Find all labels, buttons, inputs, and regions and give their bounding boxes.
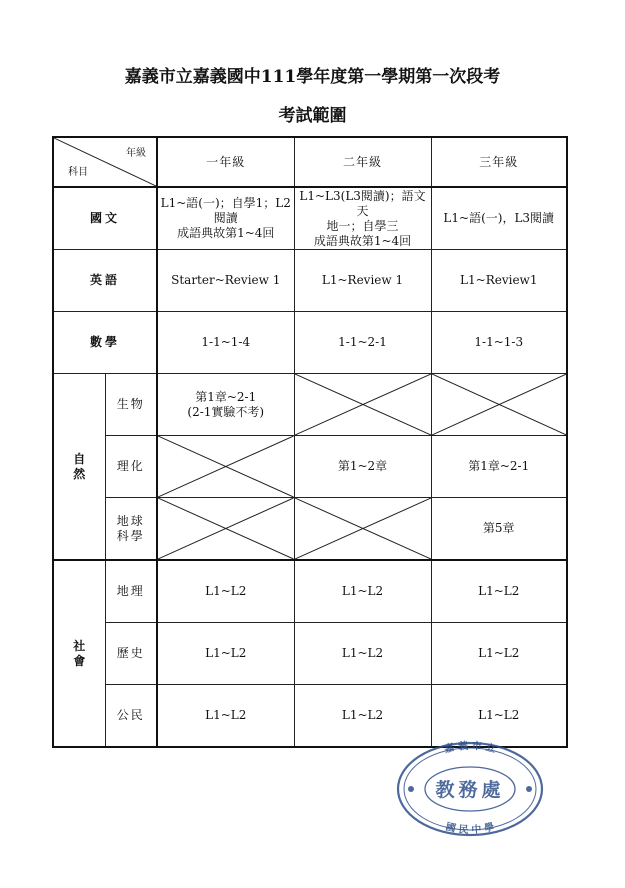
chinese-g1-line2: 閱讀	[213, 211, 238, 225]
table-row-english	[53, 250, 567, 312]
biology-grade-2-na	[294, 374, 431, 436]
subject-biology: 生物	[105, 374, 157, 436]
english-grade-1: Starter~Review 1	[157, 250, 294, 312]
physchem-grade-1-na	[157, 436, 294, 498]
earth-grade-3: 第5章	[431, 498, 567, 561]
history-grade-1: L1~L2	[157, 623, 294, 685]
social-label: 社會	[73, 638, 86, 668]
chinese-grade-3: L1~語(一)，L3閱讀	[431, 187, 567, 250]
english-grade-3: L1~Review1	[431, 250, 567, 312]
geography-grade-3: L1~L2	[431, 560, 567, 623]
table-row-geography	[53, 560, 567, 623]
document-subtitle: 考試範圍	[278, 106, 347, 126]
subject-geography: 地理	[105, 560, 157, 623]
biology-grade-3-na	[431, 374, 567, 436]
earth-grade-2-na	[294, 498, 431, 561]
grade-3-header: 三年級	[431, 137, 567, 187]
nature-label: 自然	[73, 451, 86, 481]
exam-scope-table	[52, 136, 568, 748]
chinese-g2-line3: 成語典故第1~4回	[313, 233, 412, 248]
subject-group-nature	[53, 374, 105, 561]
grade-header-row	[53, 137, 567, 187]
svg-text:嘉 義 市 立: 嘉 義 市 立	[443, 740, 497, 756]
subject-math: 數學	[53, 312, 157, 374]
english-grade-2: L1~Review 1	[294, 250, 431, 312]
subject-english: 英語	[53, 250, 157, 312]
biology-g1-line2: (2-1實驗不考)	[187, 404, 265, 419]
table-row-chinese	[53, 187, 567, 250]
corner-header-cell	[53, 137, 157, 187]
earth-label-line2: 科學	[116, 528, 145, 543]
corner-grade-label: 年級	[126, 148, 146, 159]
chinese-g2-line1: L1~L3(L3閱讀)；語文天	[299, 188, 426, 218]
table-row-physchem	[53, 436, 567, 498]
chinese-grade-1	[157, 187, 294, 250]
subject-chinese: 國文	[53, 187, 157, 250]
math-grade-3: 1-1~1-3	[431, 312, 567, 374]
subject-earth-science	[105, 498, 157, 561]
subject-physchem: 理化	[105, 436, 157, 498]
not-applicable-cross	[295, 498, 431, 559]
grade-1-header: 一年級	[157, 137, 294, 187]
subject-history: 歷史	[105, 623, 157, 685]
not-applicable-cross	[158, 436, 294, 497]
math-grade-1: 1-1~1-4	[157, 312, 294, 374]
biology-grade-1	[157, 374, 294, 436]
subject-group-social	[53, 560, 105, 747]
table-row-history	[53, 623, 567, 685]
history-grade-3: L1~L2	[431, 623, 567, 685]
grade-2-header: 二年級	[294, 137, 431, 187]
physchem-grade-2: 第1~2章	[294, 436, 431, 498]
academic-affairs-seal	[395, 737, 545, 837]
corner-subject-label: 科目	[68, 167, 88, 178]
geography-grade-2: L1~L2	[294, 560, 431, 623]
not-applicable-cross	[295, 374, 431, 435]
earth-label-line1: 地球	[116, 513, 145, 528]
chinese-grade-2	[294, 187, 431, 250]
geography-grade-1: L1~L2	[157, 560, 294, 623]
physchem-grade-3: 第1章~2-1	[431, 436, 567, 498]
earth-grade-1-na	[157, 498, 294, 561]
document-title: 嘉義市立嘉義國中111學年度第一學期第一次段考	[124, 67, 501, 87]
civics-grade-1: L1~L2	[157, 685, 294, 748]
table-row-earth-science	[53, 498, 567, 561]
biology-g1-line1: 第1章~2-1	[195, 389, 257, 404]
history-grade-2: L1~L2	[294, 623, 431, 685]
civics-grade-3: L1~L2	[431, 685, 567, 748]
not-applicable-cross	[432, 374, 567, 435]
seal-center-text: 教務處	[435, 779, 505, 801]
table-row-math	[53, 312, 567, 374]
table-row-biology	[53, 374, 567, 436]
svg-text:國 民 中 學: 國 民 中 學	[444, 821, 496, 837]
subject-civics: 公民	[105, 685, 157, 748]
math-grade-2: 1-1~2-1	[294, 312, 431, 374]
not-applicable-cross	[158, 498, 294, 559]
civics-grade-2: L1~L2	[294, 685, 431, 748]
chinese-g2-line2: 地一；自學三	[326, 218, 399, 233]
chinese-g1-line3: 成語典故第1~4回	[177, 226, 275, 240]
chinese-g1-line1: L1~語(一)；自學1；L2	[160, 196, 291, 210]
